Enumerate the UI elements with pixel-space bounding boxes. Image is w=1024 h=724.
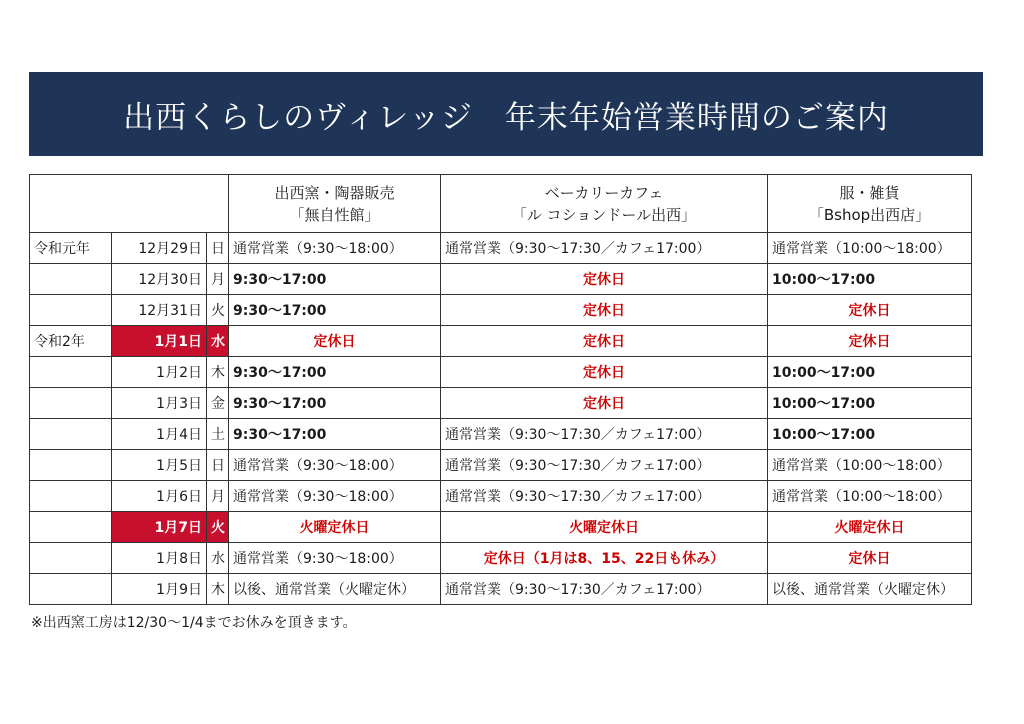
era-cell bbox=[30, 264, 112, 295]
table-row bbox=[30, 295, 972, 326]
store-2-status-cell: 通常営業（9:30〜17:30／カフェ17:00） bbox=[441, 574, 768, 605]
date-cell: 1月5日 bbox=[112, 450, 207, 481]
store-1-status-cell: 通常営業（9:30〜18:00） bbox=[229, 481, 441, 512]
era-cell bbox=[30, 450, 112, 481]
store-1-name: 「無自性館」 bbox=[289, 205, 380, 224]
store-1-status-cell: 9:30〜17:00 bbox=[229, 264, 441, 295]
store-1-status-cell: 通常営業（9:30〜18:00） bbox=[229, 450, 441, 481]
table-row bbox=[30, 481, 972, 512]
table-row bbox=[30, 512, 972, 543]
store-2-category: ベーカリーカフェ bbox=[544, 183, 664, 202]
store-2-status-cell: 通常営業（9:30〜17:30／カフェ17:00） bbox=[441, 450, 768, 481]
store-2-status-cell: 通常営業（9:30〜17:30／カフェ17:00） bbox=[441, 233, 768, 264]
date-cell: 1月1日 bbox=[112, 326, 207, 357]
table-row bbox=[30, 357, 972, 388]
date-cell: 12月31日 bbox=[112, 295, 207, 326]
store-2-status-cell: 通常営業（9:30〜17:30／カフェ17:00） bbox=[441, 419, 768, 450]
store-2-status-cell: 定休日 bbox=[441, 264, 768, 295]
era-cell bbox=[30, 388, 112, 419]
store-1-status-cell: 定休日 bbox=[229, 326, 441, 357]
weekday-cell: 日 bbox=[207, 450, 229, 481]
weekday-cell: 日 bbox=[207, 233, 229, 264]
store-1-status-cell: 9:30〜17:00 bbox=[229, 295, 441, 326]
store-3-status-cell: 火曜定休日 bbox=[768, 512, 972, 543]
store-1-status-cell: 通常営業（9:30〜18:00） bbox=[229, 233, 441, 264]
store-3-status-cell: 10:00〜17:00 bbox=[768, 388, 972, 419]
weekday-cell: 水 bbox=[207, 326, 229, 357]
store-1-status-cell: 9:30〜17:00 bbox=[229, 357, 441, 388]
store-3-status-cell: 以後、通常営業（火曜定休） bbox=[768, 574, 972, 605]
table-row bbox=[30, 450, 972, 481]
era-cell bbox=[30, 512, 112, 543]
date-cell: 1月2日 bbox=[112, 357, 207, 388]
store-3-status-cell: 定休日 bbox=[768, 295, 972, 326]
store-3-status-cell: 通常営業（10:00〜18:00） bbox=[768, 481, 972, 512]
store-3-status-cell: 10:00〜17:00 bbox=[768, 419, 972, 450]
table-row bbox=[30, 543, 972, 574]
store-3-status-cell: 10:00〜17:00 bbox=[768, 357, 972, 388]
era-cell bbox=[30, 543, 112, 574]
store-1-status-cell: 9:30〜17:00 bbox=[229, 388, 441, 419]
store-2-status-cell: 定休日 bbox=[441, 326, 768, 357]
era-cell bbox=[30, 419, 112, 450]
weekday-cell: 土 bbox=[207, 419, 229, 450]
era-cell bbox=[30, 357, 112, 388]
weekday-cell: 木 bbox=[207, 357, 229, 388]
table-row bbox=[30, 233, 972, 264]
weekday-cell: 木 bbox=[207, 574, 229, 605]
date-cell: 12月30日 bbox=[112, 264, 207, 295]
store-1-status-cell: 9:30〜17:00 bbox=[229, 419, 441, 450]
table-row bbox=[30, 264, 972, 295]
store-2-status-cell: 定休日 bbox=[441, 357, 768, 388]
store-3-status-cell: 定休日 bbox=[768, 543, 972, 574]
store-3-status-cell: 10:00〜17:00 bbox=[768, 264, 972, 295]
table-row bbox=[30, 326, 972, 357]
weekday-cell: 月 bbox=[207, 264, 229, 295]
date-cell: 1月3日 bbox=[112, 388, 207, 419]
store-1-status-cell: 以後、通常営業（火曜定休） bbox=[229, 574, 441, 605]
date-cell: 1月6日 bbox=[112, 481, 207, 512]
header-store-3 bbox=[768, 175, 972, 233]
date-cell: 1月4日 bbox=[112, 419, 207, 450]
date-cell: 1月8日 bbox=[112, 543, 207, 574]
header-blank-cell bbox=[30, 175, 229, 233]
footnote: ※出西窯工房は12/30〜1/4までお休みを頂きます。 bbox=[31, 615, 357, 631]
store-2-name: 「ル コションドール出西」 bbox=[511, 205, 697, 224]
header-store-1 bbox=[229, 175, 441, 233]
table-row bbox=[30, 574, 972, 605]
table-row bbox=[30, 419, 972, 450]
era-cell: 令和2年 bbox=[30, 326, 112, 357]
schedule-table bbox=[29, 174, 972, 605]
weekday-cell: 水 bbox=[207, 543, 229, 574]
store-1-status-cell: 火曜定休日 bbox=[229, 512, 441, 543]
era-cell bbox=[30, 481, 112, 512]
store-3-category: 服・雑貨 bbox=[839, 183, 900, 202]
era-cell bbox=[30, 295, 112, 326]
table-row bbox=[30, 388, 972, 419]
store-2-status-cell: 定休日（1月は8、15、22日も休み） bbox=[441, 543, 768, 574]
date-cell: 1月9日 bbox=[112, 574, 207, 605]
store-2-status-cell: 通常営業（9:30〜17:30／カフェ17:00） bbox=[441, 481, 768, 512]
title-banner bbox=[29, 72, 983, 156]
weekday-cell: 火 bbox=[207, 295, 229, 326]
weekday-cell: 月 bbox=[207, 481, 229, 512]
date-cell: 1月7日 bbox=[112, 512, 207, 543]
store-3-status-cell: 定休日 bbox=[768, 326, 972, 357]
store-2-status-cell: 火曜定休日 bbox=[441, 512, 768, 543]
weekday-cell: 金 bbox=[207, 388, 229, 419]
store-2-status-cell: 定休日 bbox=[441, 295, 768, 326]
store-2-status-cell: 定休日 bbox=[441, 388, 768, 419]
store-3-name: 「Bshop出西店」 bbox=[808, 205, 931, 224]
page-title: 出西くらしのヴィレッジ 年末年始営業時間のご案内 bbox=[123, 99, 889, 136]
store-3-status-cell: 通常営業（10:00〜18:00） bbox=[768, 233, 972, 264]
era-cell: 令和元年 bbox=[30, 233, 112, 264]
date-cell: 12月29日 bbox=[112, 233, 207, 264]
store-1-category: 出西窯・陶器販売 bbox=[274, 183, 395, 202]
era-cell bbox=[30, 574, 112, 605]
header-store-2 bbox=[441, 175, 768, 233]
weekday-cell: 火 bbox=[207, 512, 229, 543]
store-1-status-cell: 通常営業（9:30〜18:00） bbox=[229, 543, 441, 574]
table-header-row bbox=[30, 175, 972, 233]
store-3-status-cell: 通常営業（10:00〜18:00） bbox=[768, 450, 972, 481]
